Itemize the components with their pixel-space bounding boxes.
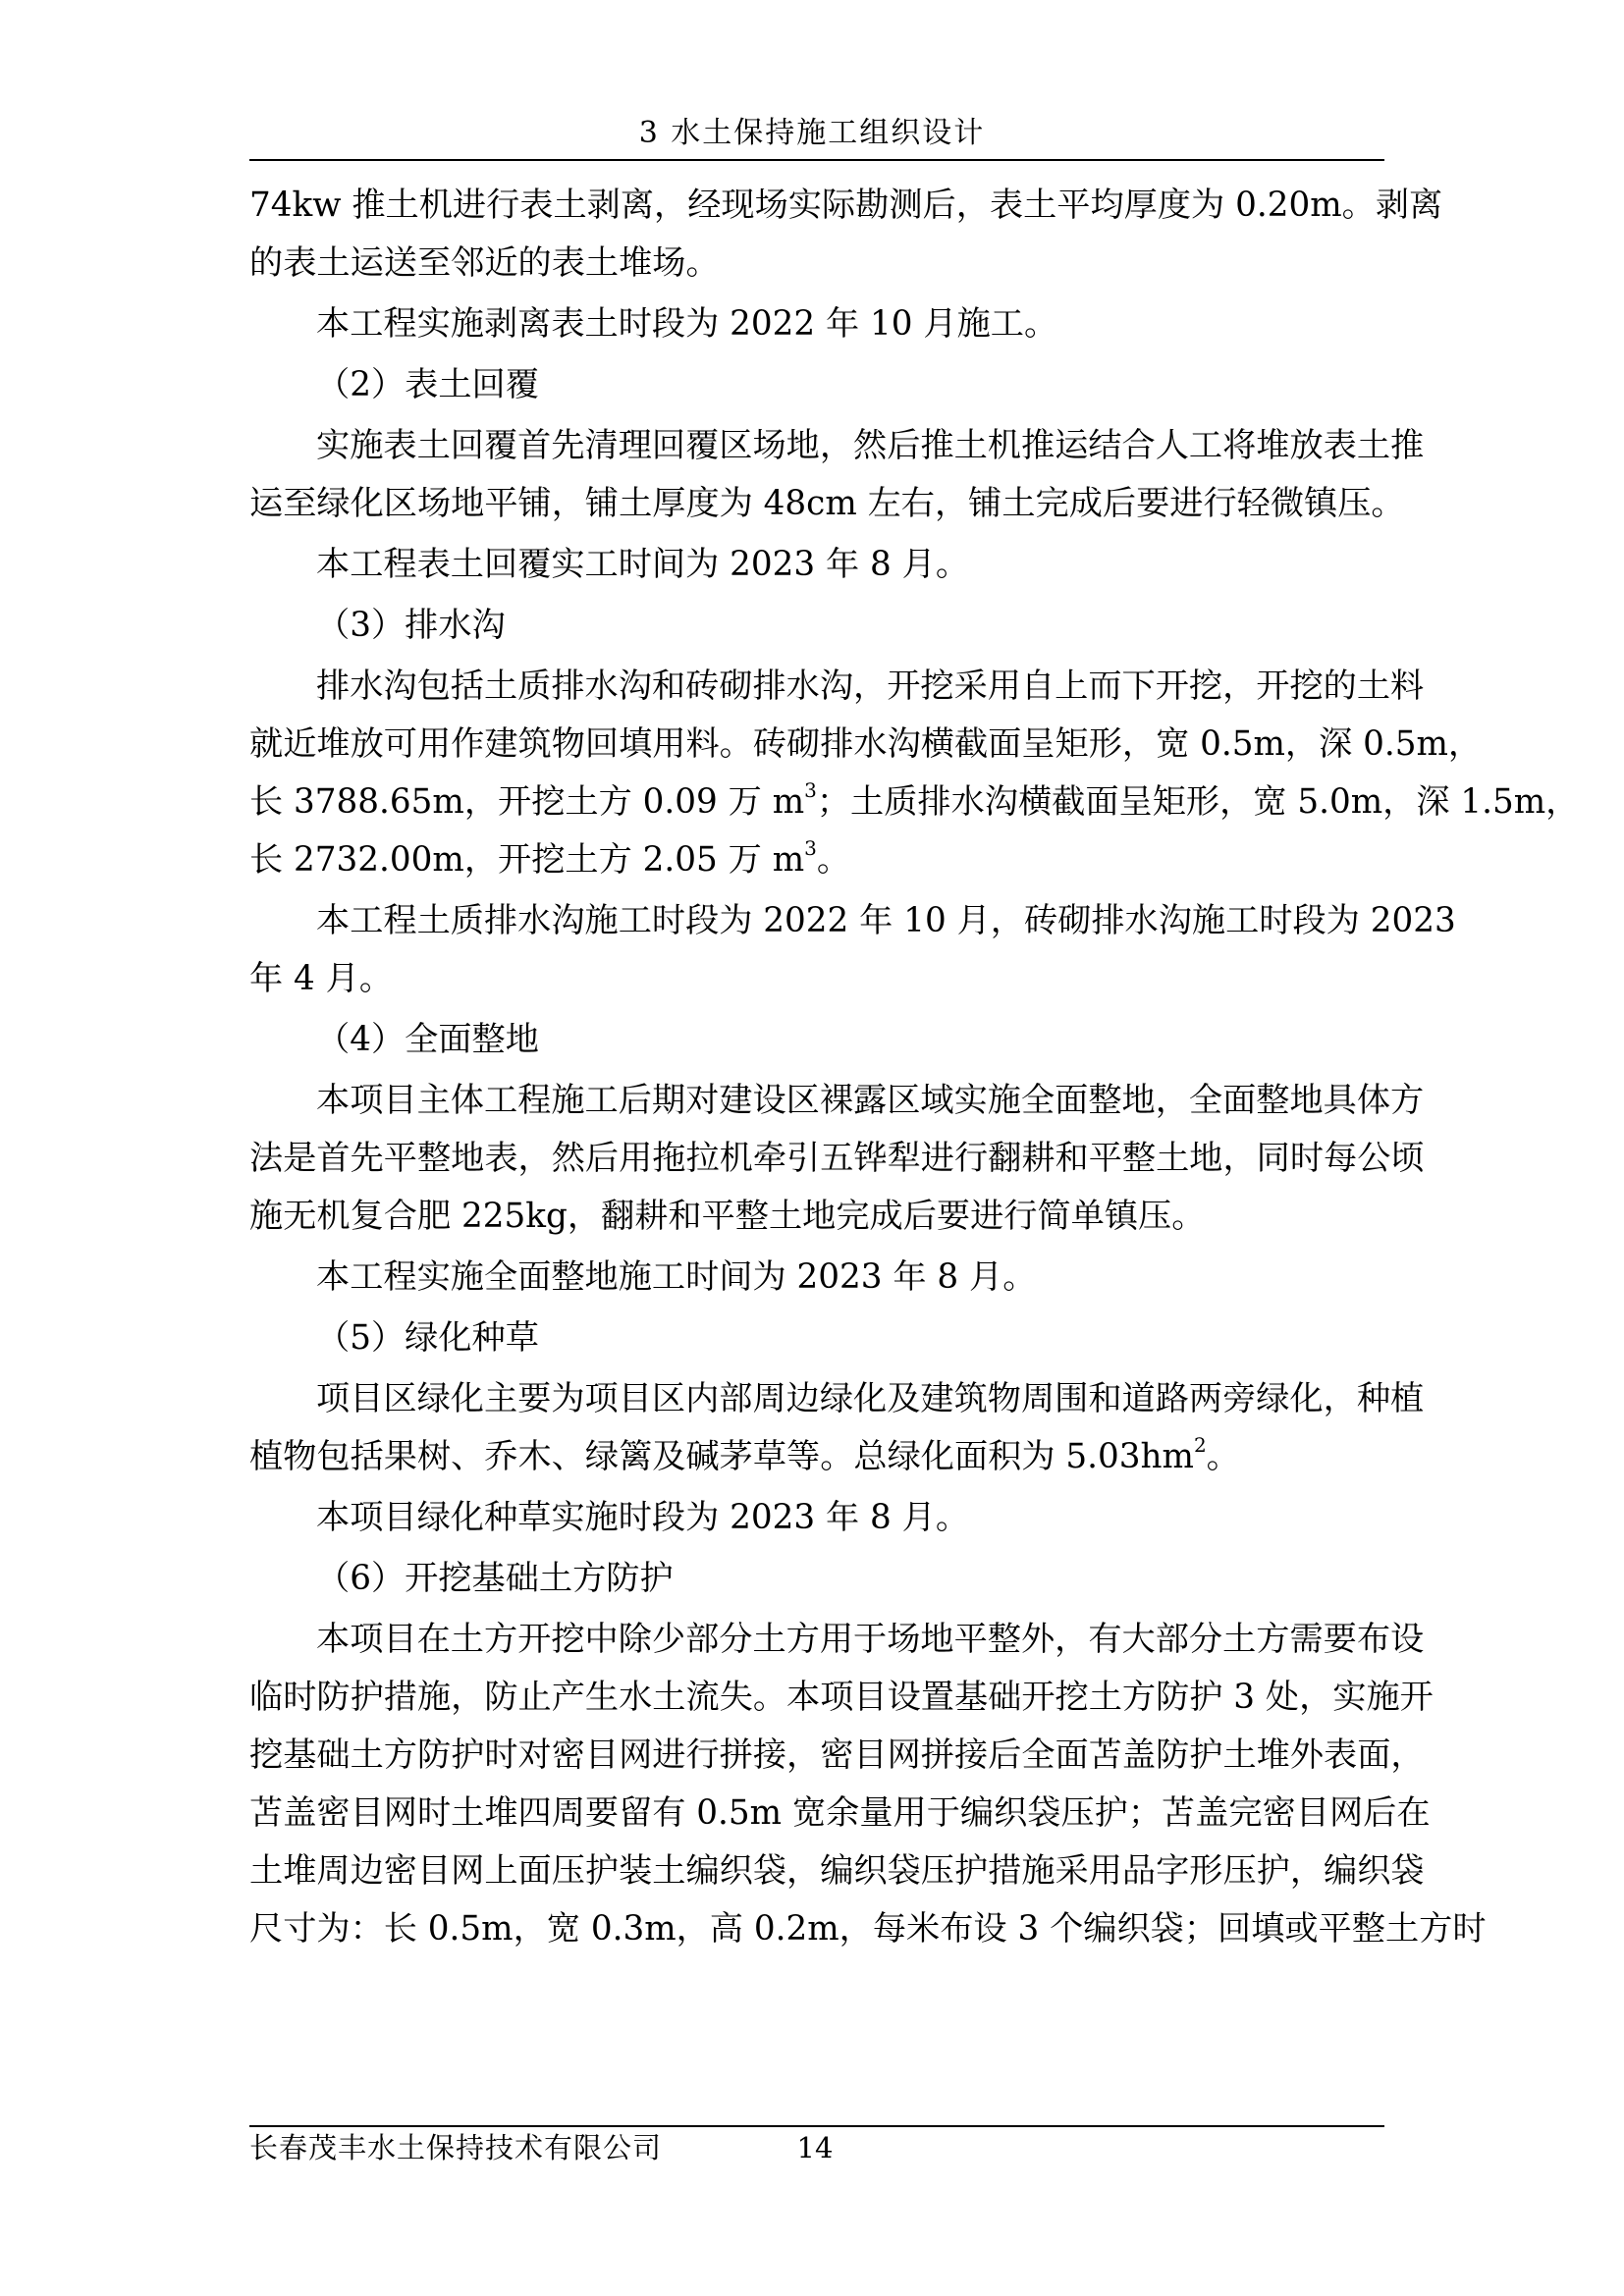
body-text <box>249 177 1580 1961</box>
page-number: 14 <box>796 2131 834 2164</box>
paragraph-3 <box>249 417 1425 533</box>
section-heading-6 <box>249 1550 1384 1608</box>
text-line: 本工程土质排水沟施工时段为 2022 年 10 月，砖砌排水沟施工时段为 2023 <box>316 901 1456 940</box>
footer-rule <box>249 2125 1384 2127</box>
text-line: 苫盖密目网时土堆四周要留有 0.5m 宽余量用于编织袋压护；苫盖完密目网后在 <box>249 1793 1431 1833</box>
paragraph-2 <box>249 295 1384 353</box>
text-line: 本工程实施全面整地施工时间为 2023 年 8 月。 <box>316 1257 1037 1297</box>
text-line: 本工程表土回覆实工时间为 2023 年 8 月。 <box>316 545 970 584</box>
text-line: 本工程实施剥离表土时段为 2022 年 10 月施工。 <box>316 304 1058 344</box>
text-line: 项目区绿化主要为项目区内部周边绿化及建筑物周围和道路两旁绿化，种植 <box>316 1379 1425 1418</box>
page-header-title: 3 水土保持施工组织设计 <box>638 116 986 150</box>
text-line: 本项目在土方开挖中除少部分土方用于场地平整外，有大部分土方需要布设 <box>316 1620 1425 1659</box>
superscript: 2 <box>1193 1432 1207 1457</box>
text-line: 法是首先平整地表，然后用拖拉机牵引五铧犁进行翻耕和平整土地，同时每公顷 <box>249 1139 1425 1178</box>
text-fragment: 长 3788.65m，开挖土方 0.09 万 m <box>249 782 805 822</box>
text-line: （5）绿化种草 <box>316 1318 539 1358</box>
superscript: 3 <box>804 777 817 802</box>
text-fragment: 植物包括果树、乔木、绿篱及碱茅草等。总绿化面积为 5.03hm <box>249 1437 1194 1476</box>
paragraph-1 <box>249 177 1443 293</box>
text-line: （3）排水沟 <box>316 606 506 645</box>
text-line: 施无机复合肥 225kg，翻耕和平整土地完成后要进行简单镇压。 <box>249 1197 1206 1236</box>
paragraph-land-prep <box>249 1072 1425 1246</box>
paragraph-4 <box>249 536 1384 594</box>
text-fragment: 。 <box>816 840 851 880</box>
text-line <box>249 1428 1384 1486</box>
text-line: （6）开挖基础土方防护 <box>316 1559 674 1598</box>
section-heading-3 <box>249 597 1384 655</box>
text-line: 挖基础土方防护时对密目网进行拼接，密目网拼接后全面苫盖防护土堆外表面， <box>249 1735 1425 1775</box>
paragraph-greening <box>249 1370 1425 1486</box>
text-line: 临时防护措施，防止产生水土流失。本项目设置基础开挖土方防护 3 处，实施开 <box>249 1678 1434 1717</box>
footer-company: 长春茂丰水土保持技术有限公司 <box>249 2131 663 2164</box>
section-heading-2 <box>249 356 1384 414</box>
text-line: 74kw 推土机进行表土剥离，经现场实际勘测后，表土平均厚度为 0.20m。剥离 <box>249 186 1443 225</box>
text-fragment: ；土质排水沟横截面呈矩形，宽 5.0m，深 1.5m， <box>816 782 1580 822</box>
text-line: 就近堆放可用作建筑物回填用料。砖砌排水沟横截面呈矩形，宽 0.5m，深 0.5m， <box>249 724 1483 764</box>
text-line: 的表土运送至邻近的表土堆场。 <box>249 243 720 283</box>
superscript: 3 <box>804 835 817 860</box>
text-line: 土堆周边密目网上面压护装土编织袋，编织袋压护措施采用品字形压护，编织袋 <box>249 1851 1425 1891</box>
paragraph-excavation-protection <box>249 1611 1487 1958</box>
paragraph-greening-schedule <box>249 1489 1384 1547</box>
text-line: 本项目主体工程施工后期对建设区裸露区域实施全面整地，全面整地具体方 <box>316 1081 1425 1120</box>
text-line <box>249 774 1580 831</box>
section-heading-5 <box>249 1309 1384 1367</box>
text-line: 运至绿化区场地平铺，铺土厚度为 48cm 左右，铺土完成后要进行轻微镇压。 <box>249 484 1405 523</box>
text-fragment: 。 <box>1206 1437 1240 1476</box>
paragraph-drain-schedule <box>249 892 1456 1008</box>
text-line: 排水沟包括土质排水沟和砖砌排水沟，开挖采用自上而下开挖，开挖的土料 <box>316 667 1425 706</box>
text-line: 本项目绿化种草实施时段为 2023 年 8 月。 <box>316 1498 970 1537</box>
paragraph-land-prep-schedule <box>249 1249 1384 1307</box>
paragraph-drainage <box>249 658 1580 889</box>
text-fragment: 长 2732.00m，开挖土方 2.05 万 m <box>249 840 805 880</box>
text-line: 实施表土回覆首先清理回覆区场地，然后推土机推运结合人工将堆放表土推 <box>316 426 1425 465</box>
section-heading-4 <box>249 1011 1384 1069</box>
text-line <box>249 831 1384 889</box>
text-line: （2）表土回覆 <box>316 365 539 404</box>
header-rule <box>249 159 1384 161</box>
text-line: 年 4 月。 <box>249 959 394 998</box>
text-line: （4）全面整地 <box>316 1020 539 1059</box>
text-line: 尺寸为：长 0.5m，宽 0.3m，高 0.2m，每米布设 3 个编织袋；回填或平整土方时 <box>249 1909 1487 1949</box>
